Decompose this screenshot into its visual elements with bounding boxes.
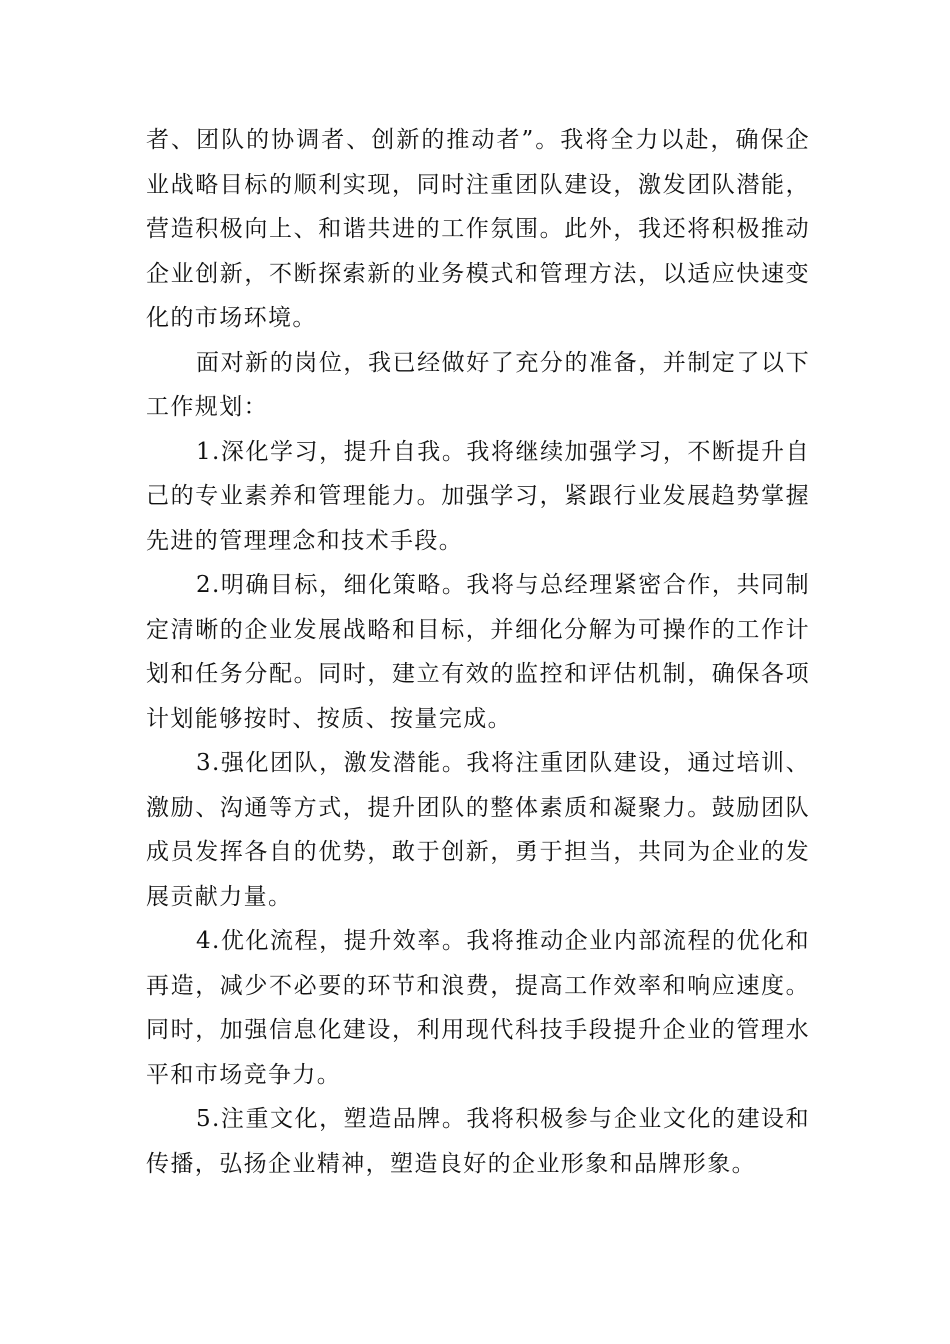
paragraph-plan-item-3: 3.强化团队，激发潜能。我将注重团队建设，通过培训、激励、沟通等方式，提升团队的整体素质和凝聚力。鼓励团队成员发挥各自的优势，敢于创新，勇于担当，共同为企业的发展贡献力量。 bbox=[146, 750, 810, 910]
paragraph-continuation: 者、团队的协调者、创新的推动者”。我将全力以赴，确保企业战略目标的顺利实现，同时注重团队建设，激发团队潜能，营造积极向上、和谐共进的工作氛围。此外，我还将积极推动企业创新，不断探索新的业务模式和管理方法，以适应快速变化的市场环境。 bbox=[146, 127, 810, 331]
paragraph-plan-item-2: 2.明确目标，细化策略。我将与总经理紧密合作，共同制定清晰的企业发展战略和目标，并细化分解为可操作的工作计划和任务分配。同时，建立有效的监控和评估机制，确保各项计划能够按时、按质、按量完成。 bbox=[146, 572, 810, 732]
paragraph-work-plan-intro: 面对新的岗位，我已经做好了充分的准备，并制定了以下工作规划： bbox=[146, 349, 810, 420]
paragraph-plan-item-5: 5.注重文化，塑造品牌。我将积极参与企业文化的建设和传播，弘扬企业精神，塑造良好的企业形象和品牌形象。 bbox=[146, 1106, 810, 1177]
document-body bbox=[146, 118, 810, 1186]
paragraph-plan-item-1: 1.深化学习，提升自我。我将继续加强学习，不断提升自己的专业素养和管理能力。加强学习，紧跟行业发展趋势掌握先进的管理理念和技术手段。 bbox=[146, 438, 810, 554]
paragraph-plan-item-4: 4.优化流程，提升效率。我将推动企业内部流程的优化和再造，减少不必要的环节和浪费，提高工作效率和响应速度。同时，加强信息化建设，利用现代科技手段提升企业的管理水平和市场竞争力。 bbox=[146, 928, 810, 1088]
